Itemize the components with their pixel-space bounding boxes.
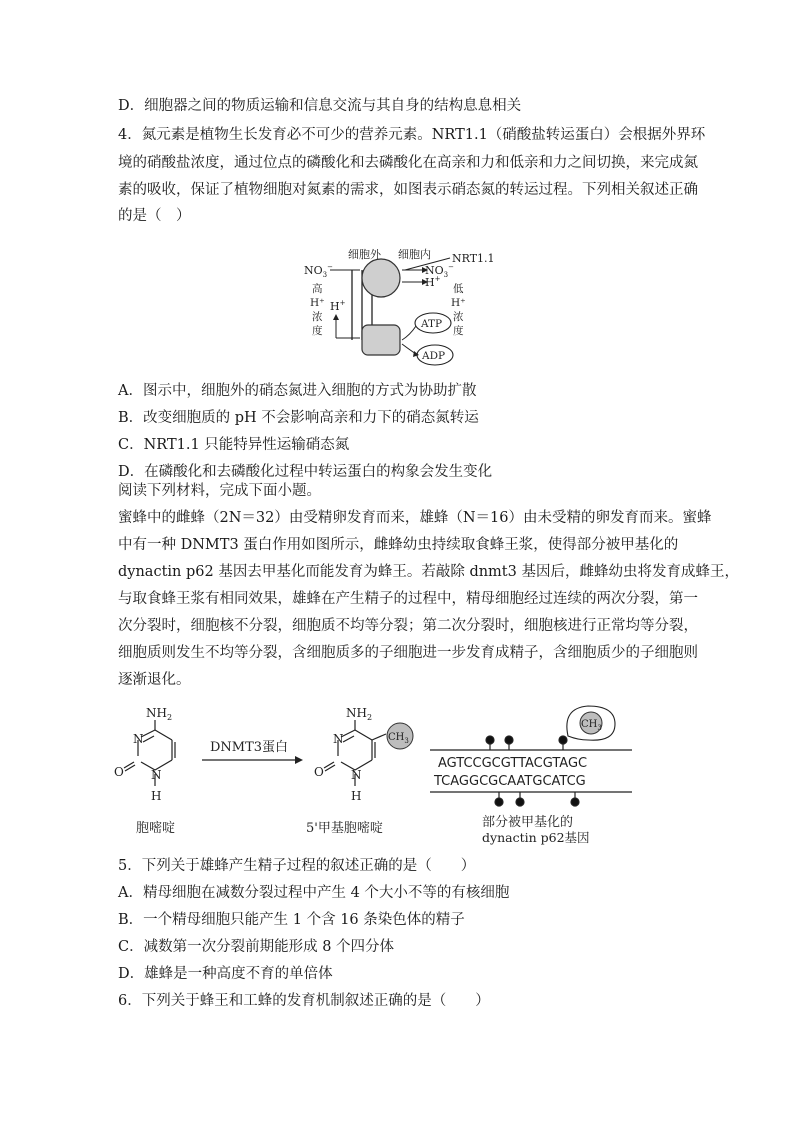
methylcytosine-n3: N <box>333 732 344 746</box>
left-high-label-1: 高 <box>312 283 323 295</box>
methylcytosine-nh2: $NH_2$ <box>346 706 373 722</box>
cytosine-o: O <box>114 765 124 779</box>
gene-caption-line-1: 部分被甲基化的 <box>482 815 574 830</box>
no3-out: $NO_3^-$ <box>304 263 333 279</box>
outside-label: 细胞外 <box>348 248 381 261</box>
dna-bottom-strand: TCAGGCGCAATGCATCG <box>434 774 586 789</box>
nrt-transport-diagram <box>290 240 510 375</box>
cytosine-nh2: $NH_2$ <box>146 706 173 722</box>
left-high-label-3: 浓 <box>312 311 323 323</box>
q4-stem-line-2: 境的硝酸盐浓度，通过位点的磷酸化和去磷酸化在高亲和力和低亲和力之间切换，来完成氮 <box>118 155 698 171</box>
cytosine-n3: N <box>133 732 144 746</box>
q5-stem: 5．下列关于雄蜂产生精子过程的叙述正确的是（ ） <box>118 858 476 874</box>
passage-line-4: 与取食蜂王浆有相同效果，雄蜂在产生精子的过程中，精母细胞经过连续的两次分裂，第一 <box>118 591 698 607</box>
q5-option-a: A．精母细胞在减数分裂过程中产生 4 个大小不等的有核细胞 <box>118 885 510 901</box>
q4-option-c: C．NRT1.1 只能特异性运输硝态氮 <box>118 437 350 453</box>
h-in: H+ <box>425 275 441 289</box>
passage-line-2: 中有一种 DNMT3 蛋白作用如图所示，雌蜂幼虫持续取食蜂王浆，使得部分被甲基化的 <box>118 537 679 553</box>
left-high-label-2: H⁺ <box>310 297 325 309</box>
q4-stem-line-4: 的是（ ） <box>118 208 191 224</box>
right-low-label-3: 浓 <box>453 311 464 323</box>
right-low-label-4: 度 <box>453 325 464 337</box>
q4-option-a: A．图示中，细胞外的硝态氮进入细胞的方式为协助扩散 <box>118 383 477 399</box>
passage-line-7: 逐渐退化。 <box>118 672 191 688</box>
methylcytosine-o: O <box>314 765 324 779</box>
q5-option-d: D．雄蜂是一种高度不育的单倍体 <box>118 966 333 982</box>
cytosine-structure <box>124 720 175 786</box>
methylcytosine-n1: N <box>351 768 362 782</box>
adp-label: ADP <box>422 350 446 362</box>
methylcytosine-h: H <box>351 789 362 803</box>
cytosine-h: H <box>151 789 162 803</box>
cytosine-n1: N <box>151 768 162 782</box>
protein-label: NRT1.1 <box>452 252 495 265</box>
q6-stem: 6．下列关于蜂王和工蜂的发育机制叙述正确的是（ ） <box>118 993 490 1009</box>
cytosine-label: 胞嘧啶 <box>136 821 176 836</box>
right-low-label-2: H⁺ <box>451 297 466 309</box>
gene-caption-line-2: dynactin p62基因 <box>482 830 590 845</box>
methyl-marks <box>486 736 579 806</box>
atp-label: ATP <box>421 318 443 330</box>
reading-intro: 阅读下列材料，完成下面小题。 <box>118 483 321 499</box>
passage-line-1: 蜜蜂中的雌蜂（2N＝32）由受精卵发育而来，雄蜂（N＝16）由未受精的卵发育而来。蜜蜂 <box>118 510 712 526</box>
right-low-label-1: 低 <box>453 283 464 295</box>
methylcytosine-label: 5'甲基胞嘧啶 <box>306 821 383 836</box>
dna-top-strand: AGTCCGCGTTACGTAGC <box>438 756 588 771</box>
nrt-protein-lower <box>362 325 400 355</box>
q4-stem-line-3: 素的吸收，保证了植物细胞对氮素的需求，如图表示硝态氮的转运过程。下列相关叙述正确 <box>118 182 698 198</box>
passage-line-6: 细胞质则发生不均等分裂，含细胞质多的子细胞进一步发育成精子，含细胞质少的子细胞则 <box>118 645 698 661</box>
dnmt3-methylation-diagram <box>110 700 670 850</box>
q5-option-b: B．一个精母细胞只能产生 1 个含 16 条染色体的精子 <box>118 912 465 928</box>
passage-line-3: dynactin p62 基因去甲基化而能发育为蜂王。若敲除 dnmt3 基因后，雌蜂幼虫将发育成蜂王， <box>118 564 739 580</box>
q4-stem-line-1: 4．氮元素是植物生长发育必不可少的营养元素。NRT1.1（硝酸盐转运蛋白）会根据外界环 <box>118 127 706 143</box>
no3-in: $NO_3^-$ <box>425 263 454 279</box>
q4-option-d: D．在磷酸化和去磷酸化过程中转运蛋白的构象会发生变化 <box>118 464 493 480</box>
q3-option-d: D．细胞器之间的物质运输和信息交流与其自身的结构息息相关 <box>118 98 522 114</box>
enzyme-label: DNMT3蛋白 <box>210 740 289 755</box>
nrt-protein-upper <box>362 259 400 297</box>
q4-option-b: B．改变细胞质的 pH 不会影响高亲和力下的硝态氮转运 <box>118 410 479 426</box>
methyl-label: $CH_3$ <box>388 732 409 745</box>
passage-line-5: 次分裂时，细胞核不分裂，细胞质不均等分裂；第二次分裂时，细胞核进行正常均等分裂， <box>118 618 698 634</box>
callout-methyl-label: $CH_3$ <box>581 719 602 732</box>
inside-label: 细胞内 <box>398 248 431 261</box>
h-out: H+ <box>330 299 346 313</box>
left-high-label-4: 度 <box>312 325 323 337</box>
q5-option-c: C．减数第一次分裂前期能形成 8 个四分体 <box>118 939 395 955</box>
